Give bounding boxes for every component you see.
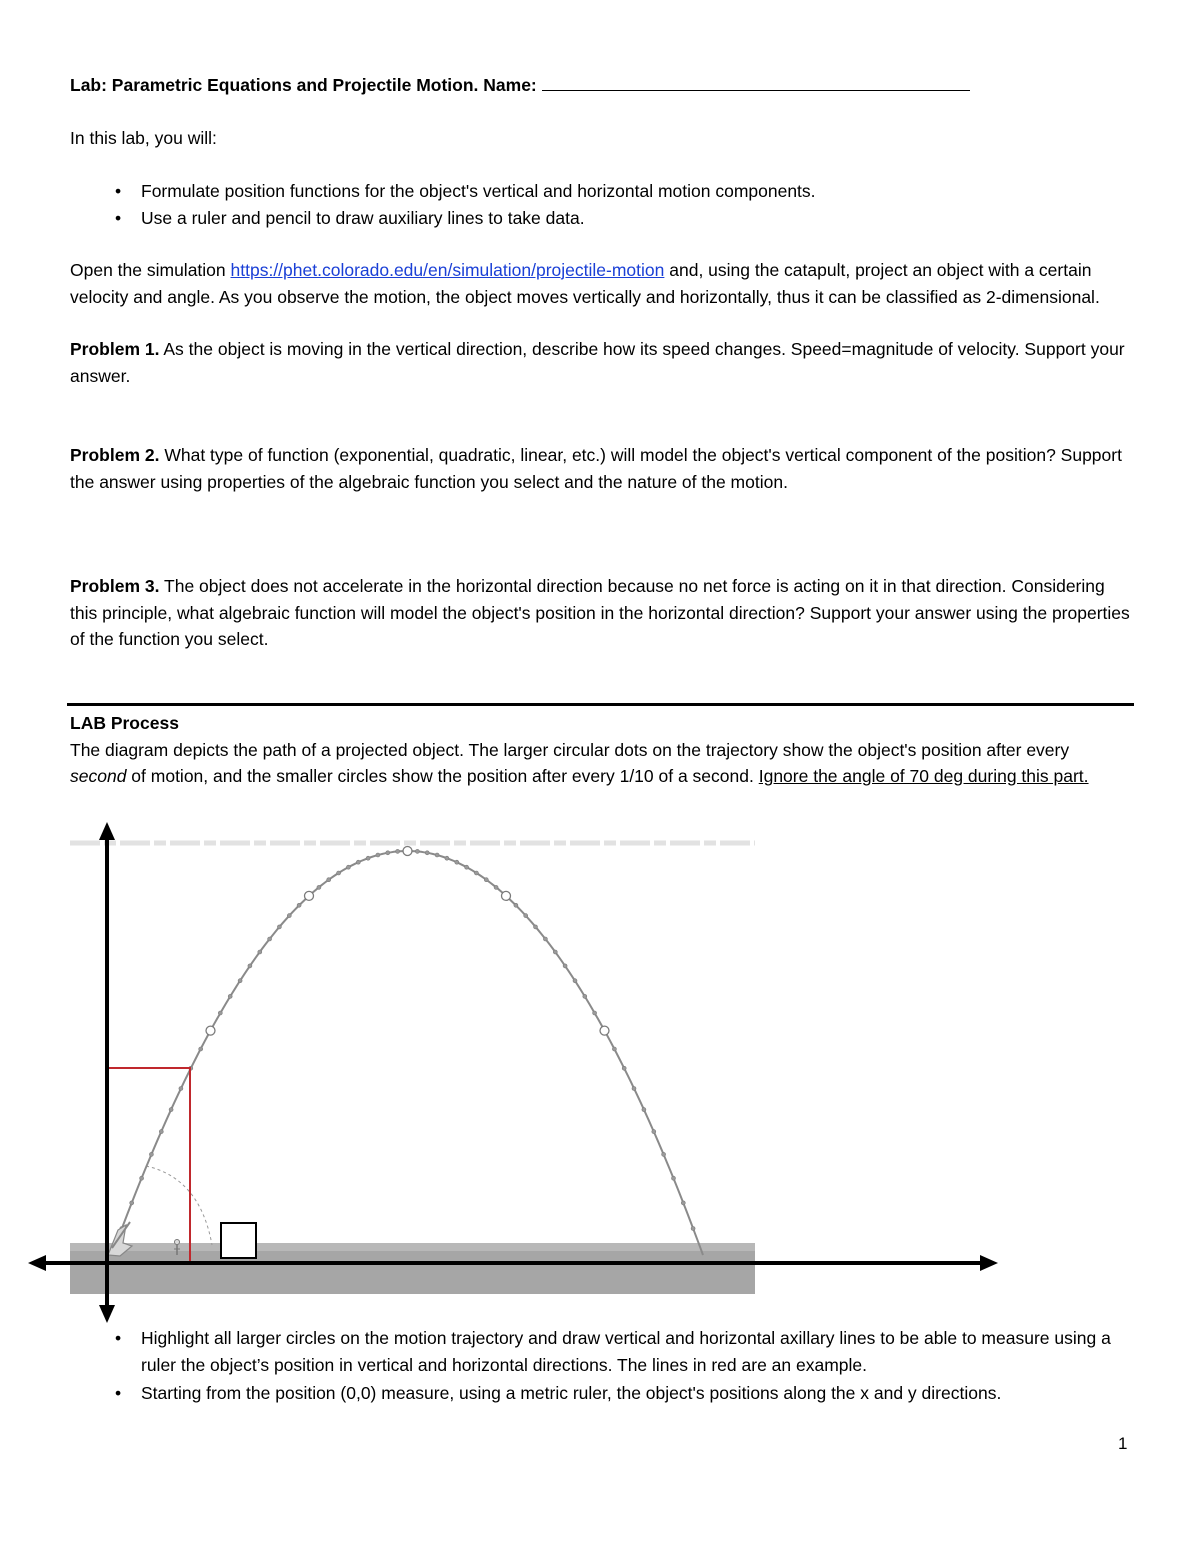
launch-angle-arc [146, 1166, 212, 1245]
tenth-second-marker [652, 1130, 656, 1134]
tenth-second-marker [376, 853, 380, 857]
one-second-marker [502, 891, 511, 900]
tenth-second-marker [149, 1152, 153, 1156]
y-axis-top-arrow [99, 822, 115, 840]
bullet-icon: • [115, 1328, 122, 1348]
tenth-second-marker [465, 865, 469, 869]
tenth-second-marker [642, 1108, 646, 1112]
problem-label: Problem 3. [70, 576, 160, 596]
tenth-second-marker [593, 1011, 597, 1015]
ground-top-edge [70, 1243, 755, 1251]
bullet-icon: • [115, 207, 122, 228]
lab-title: Lab: Parametric Equations and Projectile Motion. Name: [70, 72, 1130, 99]
tenth-second-marker [484, 878, 488, 882]
one-second-marker [403, 847, 412, 856]
name-blank-line[interactable] [542, 72, 970, 91]
tenth-second-marker [268, 937, 272, 941]
target-box [221, 1223, 256, 1258]
tenth-second-marker [140, 1176, 144, 1180]
tenth-second-marker [622, 1066, 626, 1070]
tenth-second-marker [396, 849, 400, 853]
tenth-second-marker [248, 964, 252, 968]
tenth-second-marker [317, 885, 321, 889]
tenth-second-marker [573, 979, 577, 983]
problem-label: Problem 1. [70, 339, 160, 359]
tenth-second-marker [130, 1201, 134, 1205]
tenth-second-marker [366, 856, 370, 860]
tenth-second-marker [524, 914, 528, 918]
tenth-second-marker [691, 1227, 695, 1231]
bullet-icon: • [115, 181, 122, 201]
tenth-second-marker [297, 903, 301, 907]
simulation-paragraph: Open the simulation https://phet.colorado.edu/en/simulation/projectile-motion and, using the catapult, project an object with a certain velocity and angle. As you observe the motion, the object moves vertically and horizontally, thus it can be classified as 2-dimensional. [70, 260, 1100, 307]
tenth-second-marker [474, 871, 478, 875]
problem-2: Problem 2. What type of function (exponential, quadratic, linear, etc.) will model the object's vertical component of the position? Support the answer using properties of the algebraic function you select and the nature of the motion. [70, 445, 1122, 492]
tenth-second-marker [356, 860, 360, 864]
problem-1: Problem 1. As the object is moving in the vertical direction, describe how its speed changes. Speed=magnitude of velocity. Support your answer. [70, 339, 1125, 386]
y-axis-bottom-arrow [99, 1305, 115, 1323]
tenth-second-marker [159, 1130, 163, 1134]
intro-lead: In this lab, you will: [70, 128, 217, 148]
tenth-second-marker [435, 853, 439, 857]
tenth-second-marker [337, 871, 341, 875]
tenth-second-marker [218, 1011, 222, 1015]
tenth-second-marker [228, 994, 232, 998]
section-divider [67, 703, 1134, 706]
problem-3: Problem 3. The object does not accelerate in the horizontal direction because no net force is acting on it in that direction. Considering this principle, what algebraic function will model the object's position in the horizontal direction? Support your answer using the properties of the function you select. [70, 576, 1130, 649]
tenth-second-marker [238, 979, 242, 983]
list-item: • Formulate position functions for the object's vertical and horizontal motion components. [70, 178, 1130, 205]
one-second-marker [600, 1026, 609, 1035]
lab-process-section: LAB Process The diagram depicts the path of a projected object. The larger circular dots on the trajectory show the object's position after every second of motion, and the smaller circles show the position after every 1/10 of a second. Ignore the angle of 70 deg during this part. [70, 713, 1089, 786]
trajectory [112, 847, 703, 1256]
x-axis-right-arrow [980, 1255, 998, 1271]
one-second-marker [305, 891, 314, 900]
tenth-second-marker [415, 849, 419, 853]
tenth-second-marker [543, 937, 547, 941]
bullet-icon: • [115, 1383, 122, 1403]
tenth-second-marker [455, 860, 459, 864]
projectile-diagram [0, 810, 1200, 1330]
instructions-list [70, 1325, 1130, 1409]
list-item: • Highlight all larger circles on the motion trajectory and draw vertical and horizontal axillary lines to be able to measure using a ruler the object’s position in vertical and horizontal directions. The lines in red are an example. [70, 1325, 1130, 1378]
tenth-second-marker [672, 1176, 676, 1180]
one-second-marker [206, 1026, 215, 1035]
problem-label: Problem 2. [70, 445, 160, 465]
tenth-second-marker [179, 1087, 183, 1091]
tenth-second-marker [199, 1047, 203, 1051]
tenth-second-marker [612, 1047, 616, 1051]
tenth-second-marker [494, 885, 498, 889]
list-item: • Use a ruler and pencil to draw auxiliary lines to take data. [70, 205, 1130, 232]
trajectory-path [112, 851, 703, 1255]
tenth-second-marker [346, 865, 350, 869]
tenth-second-marker [514, 903, 518, 907]
tenth-second-marker [553, 950, 557, 954]
tenth-second-marker [445, 856, 449, 860]
tenth-second-marker [425, 851, 429, 855]
objectives-list [70, 178, 1130, 231]
list-item: • Starting from the position (0,0) measure, using a metric ruler, the object's positions along the x and y directions. [70, 1380, 1130, 1407]
tenth-second-marker [534, 925, 538, 929]
tenth-second-marker [583, 994, 587, 998]
tenth-second-marker [563, 964, 567, 968]
tenth-second-marker [287, 914, 291, 918]
lab-process-heading: LAB Process [70, 713, 179, 733]
tenth-second-marker [662, 1152, 666, 1156]
simulation-link[interactable]: https://phet.colorado.edu/en/simulation/projectile-motion [230, 260, 665, 280]
tenth-second-marker [277, 925, 281, 929]
tenth-second-marker [258, 950, 262, 954]
tenth-second-marker [632, 1087, 636, 1091]
x-axis-left-arrow [28, 1255, 46, 1271]
tenth-second-marker [681, 1201, 685, 1205]
tenth-second-marker [169, 1108, 173, 1112]
page-number: 1 [1118, 1434, 1128, 1453]
tenth-second-marker [386, 851, 390, 855]
tenth-second-marker [327, 878, 331, 882]
